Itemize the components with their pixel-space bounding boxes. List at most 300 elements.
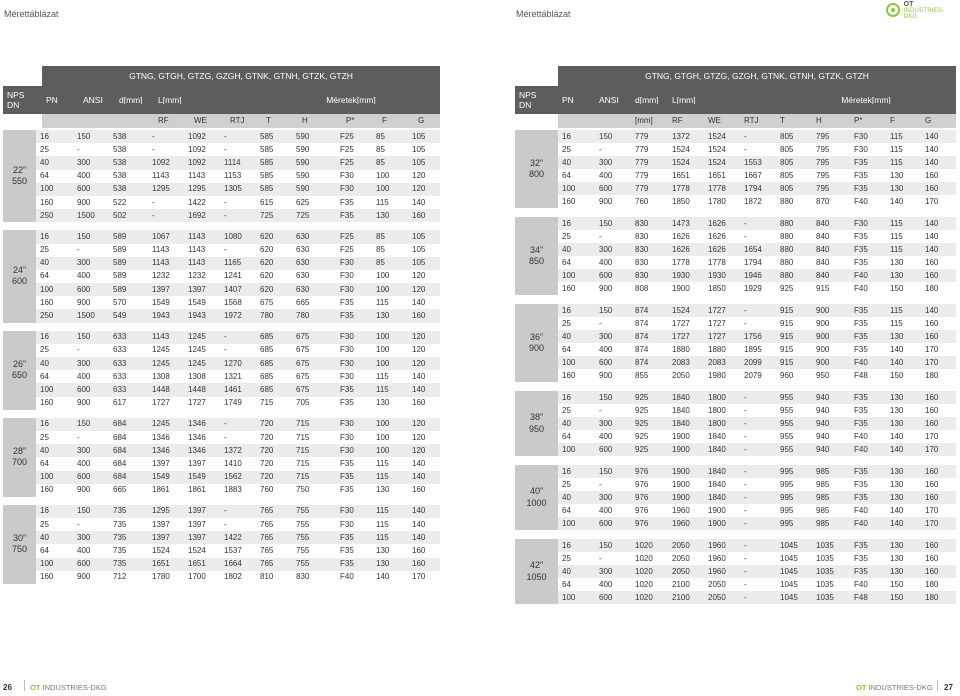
table-cell: 160 — [562, 197, 576, 206]
table-cell: 170 — [925, 445, 939, 454]
table-cell: 140 — [925, 132, 939, 141]
table-cell: 1850 — [672, 197, 690, 206]
header-l: L[mm] — [158, 95, 182, 105]
table-cell: 16 — [562, 467, 571, 476]
table-cell: 100 — [562, 593, 576, 602]
table-cell: 1980 — [708, 371, 726, 380]
table-cell: 1626 — [708, 245, 726, 254]
brand-logo — [886, 0, 956, 20]
table-row — [36, 244, 440, 257]
table-cell: 900 — [599, 371, 613, 380]
table-cell: 1143 — [152, 333, 170, 342]
table-cell: - — [744, 506, 747, 515]
table-cell: 874 — [635, 319, 649, 328]
table-row — [558, 282, 956, 295]
table-cell: 1880 — [672, 345, 690, 354]
table-cell: F40 — [854, 445, 868, 454]
table-cell: 40 — [562, 332, 571, 341]
table-cell: F30 — [340, 333, 354, 342]
table-cell: 100 — [376, 346, 390, 355]
table-cell: 549 — [113, 312, 127, 321]
table-cell: 1651 — [188, 560, 206, 569]
table-cell: 85 — [376, 132, 385, 141]
table-cell: 25 — [562, 554, 571, 563]
table-cell: 765 — [260, 520, 274, 529]
table-cell: 600 — [77, 473, 91, 482]
table-row — [558, 195, 956, 208]
group-label — [515, 391, 558, 456]
table-cell: 100 — [376, 172, 390, 181]
table-cell: 16 — [40, 420, 49, 429]
table-cell: F35 — [854, 245, 868, 254]
table-cell: 1900 — [672, 284, 690, 293]
table-cell: 625 — [296, 198, 310, 207]
subheader-cell: G — [925, 117, 932, 125]
subheader-cell: H — [302, 117, 308, 125]
table-cell: F30 — [340, 346, 354, 355]
table-cell: 250 — [40, 312, 54, 321]
table-cell: 779 — [635, 132, 649, 141]
table-cell: 1549 — [152, 298, 170, 307]
table-row — [36, 143, 440, 156]
table-cell: 620 — [260, 259, 274, 268]
table-cell: 160 — [925, 271, 939, 280]
table-cell: 160 — [925, 419, 939, 428]
table-cell: 160 — [925, 393, 939, 402]
table-cell: 1020 — [635, 593, 653, 602]
group-nps: 32” — [529, 157, 543, 168]
table-cell: 1700 — [188, 573, 206, 582]
table-cell: 1667 — [744, 171, 762, 180]
table-cell: 755 — [296, 520, 310, 529]
table-cell: 1626 — [672, 245, 690, 254]
table-cell: 25 — [40, 145, 49, 154]
table-cell: - — [744, 541, 747, 550]
table-cell: 538 — [113, 158, 127, 167]
table-cell: 400 — [599, 258, 613, 267]
table-row — [558, 578, 956, 591]
table-cell: 840 — [816, 232, 830, 241]
table-cell: 1045 — [780, 580, 798, 589]
table-cell: 130 — [376, 486, 390, 495]
table-cell: 400 — [599, 345, 613, 354]
table-cell: 1308 — [152, 372, 170, 381]
right-size-table — [515, 66, 956, 604]
table-cell: 1840 — [672, 419, 690, 428]
table-cell: 115 — [376, 298, 389, 307]
table-cell: 795 — [816, 132, 830, 141]
table-cell: 1321 — [224, 372, 242, 381]
table-cell: 900 — [816, 332, 830, 341]
table-cell: 630 — [296, 272, 310, 281]
table-cell: 120 — [412, 333, 426, 342]
table-cell: - — [744, 145, 747, 154]
table-cell: - — [744, 132, 747, 141]
table-row — [558, 391, 956, 404]
table-cell: 685 — [260, 385, 274, 394]
table-cell: 160 — [925, 258, 939, 267]
table-cell: 16 — [562, 219, 571, 228]
table-cell: 25 — [562, 480, 571, 489]
table-cell: 685 — [260, 372, 274, 381]
table-cell: 140 — [925, 232, 939, 241]
table-cell: 1020 — [635, 541, 653, 550]
table-cell: F35 — [340, 473, 354, 482]
table-cell: 120 — [412, 285, 426, 294]
table-cell: 633 — [113, 333, 127, 342]
table-cell: 617 — [113, 399, 127, 408]
table-cell: 675 — [296, 385, 310, 394]
table-cell: F30 — [340, 259, 354, 268]
table-cell: F35 — [340, 547, 354, 556]
table-cell: 160 — [412, 486, 426, 495]
table-cell: F30 — [340, 185, 354, 194]
table-cell: 1549 — [152, 473, 170, 482]
table-cell: F40 — [854, 519, 868, 528]
table-cell: 1143 — [188, 246, 206, 255]
table-cell: 1035 — [816, 554, 834, 563]
table-cell: 1664 — [224, 560, 242, 569]
table-cell: 115 — [376, 507, 389, 516]
table-cell: 755 — [296, 547, 310, 556]
table-cell: 1727 — [708, 319, 726, 328]
table-cell: F35 — [854, 467, 868, 476]
table-cell: 1397 — [188, 533, 206, 542]
table-cell: 300 — [77, 158, 91, 167]
table-cell: - — [744, 554, 747, 563]
table-cell: F25 — [340, 158, 354, 167]
table-cell: - — [744, 567, 747, 576]
table-cell: F35 — [854, 493, 868, 502]
table-cell: 25 — [40, 520, 49, 529]
table-cell: 1092 — [152, 158, 170, 167]
table-cell: 130 — [890, 419, 904, 428]
table-cell: - — [224, 507, 227, 516]
group-dn: 550 — [11, 176, 28, 187]
table-cell: 1035 — [816, 580, 834, 589]
right-page-number: 27 — [944, 683, 953, 692]
table-cell: 1045 — [780, 567, 798, 576]
table-cell: 900 — [599, 284, 613, 293]
table-cell: 1626 — [672, 232, 690, 241]
table-cell: 130 — [376, 211, 390, 220]
table-cell: 100 — [562, 358, 576, 367]
table-cell: 985 — [816, 519, 830, 528]
subheader-cell: F — [890, 117, 895, 125]
table-cell: 85 — [376, 158, 385, 167]
table-cell: F35 — [340, 486, 354, 495]
table-row — [36, 183, 440, 196]
table-cell: 600 — [599, 445, 613, 454]
table-cell: F35 — [854, 332, 868, 341]
table-subheader — [558, 114, 956, 128]
table-cell: 2050 — [672, 371, 690, 380]
table-cell: 1946 — [744, 271, 762, 280]
table-row — [558, 230, 956, 243]
table-cell: 779 — [635, 158, 649, 167]
table-cell: 400 — [599, 171, 613, 180]
table-row — [558, 182, 956, 195]
table-row — [36, 309, 440, 322]
table-cell: 180 — [925, 580, 939, 589]
table-cell: 300 — [77, 359, 91, 368]
group-nps: 24” — [12, 265, 26, 276]
table-cell: F35 — [854, 184, 868, 193]
table-subheader — [42, 114, 440, 128]
table-cell: 880 — [780, 232, 794, 241]
table-row — [558, 217, 956, 230]
table-cell: 160 — [40, 399, 54, 408]
table-cell: F30 — [340, 359, 354, 368]
table-cell: 16 — [562, 393, 571, 402]
table-cell: 1165 — [224, 259, 242, 268]
table-cell: 1778 — [708, 258, 726, 267]
group-nps: 30” — [12, 533, 26, 544]
table-cell: F40 — [854, 271, 868, 280]
table-cell: 100 — [40, 185, 54, 194]
table-cell: 105 — [412, 158, 426, 167]
table-row — [36, 531, 440, 544]
table-cell: 1020 — [635, 580, 653, 589]
table-cell: 1651 — [152, 560, 170, 569]
left-footer-brand — [30, 683, 107, 692]
table-cell: - — [224, 333, 227, 342]
table-cell: 130 — [890, 493, 904, 502]
table-cell: - — [744, 219, 747, 228]
table-cell: 115 — [376, 459, 389, 468]
table-cell: 1524 — [152, 547, 170, 556]
table-cell: 1407 — [224, 285, 242, 294]
table-cell: 1524 — [708, 158, 726, 167]
size-group — [3, 230, 440, 322]
table-cell: 779 — [635, 184, 649, 193]
table-row — [558, 504, 956, 517]
table-cell: 170 — [925, 506, 939, 515]
header-pn: PN — [562, 95, 574, 105]
subheader-cell: RTJ — [230, 117, 245, 125]
table-cell: 590 — [296, 145, 310, 154]
table-cell: 40 — [562, 158, 571, 167]
table-row — [558, 491, 956, 504]
table-cell: F35 — [340, 399, 354, 408]
table-cell: 1143 — [188, 259, 206, 268]
table-cell: F30 — [340, 520, 354, 529]
table-cell: 1092 — [188, 145, 206, 154]
table-cell: 150 — [599, 132, 613, 141]
table-cell: 1840 — [672, 393, 690, 402]
group-dn: 700 — [11, 457, 28, 468]
subheader-cell: RF — [672, 117, 683, 125]
table-cell: 1692 — [188, 211, 206, 220]
table-cell: 140 — [890, 445, 904, 454]
table-cell: 1500 — [77, 312, 95, 321]
table-cell: 585 — [260, 158, 274, 167]
table-cell: F48 — [854, 593, 868, 602]
table-row — [558, 156, 956, 169]
table-cell: 160 — [925, 541, 939, 550]
table-cell: 1802 — [224, 573, 242, 582]
table-cell: 300 — [77, 259, 91, 268]
table-cell: 2100 — [672, 580, 690, 589]
table-cell: 1372 — [672, 132, 690, 141]
table-cell: 1245 — [152, 346, 170, 355]
table-cell: 40 — [40, 533, 49, 542]
right-footer-brand-b: INDUSTRIES-DKG — [868, 683, 933, 692]
table-cell: 160 — [925, 467, 939, 476]
table-cell: 115 — [890, 306, 903, 315]
table-cell: 840 — [816, 258, 830, 267]
subheader-cell: G — [418, 117, 425, 125]
table-cell: 589 — [113, 232, 127, 241]
header-nps: NPS — [519, 89, 537, 100]
table-cell: 1422 — [188, 198, 206, 207]
table-cell: 600 — [77, 560, 91, 569]
table-cell: F40 — [854, 580, 868, 589]
table-cell: F40 — [854, 432, 868, 441]
table-cell: 600 — [77, 385, 91, 394]
table-cell: 140 — [412, 520, 426, 529]
group-nps: 42” — [529, 560, 543, 571]
table-cell: 585 — [260, 185, 274, 194]
table-cell: - — [224, 520, 227, 529]
table-cell: F30 — [854, 219, 868, 228]
left-footer-brand-b: INDUSTRIES-DKG — [42, 683, 107, 692]
table-cell: 1524 — [672, 158, 690, 167]
table-cell: F30 — [854, 132, 868, 141]
table-cell: 140 — [890, 506, 904, 515]
table-cell: 1930 — [672, 271, 690, 280]
table-cell: 1900 — [708, 506, 726, 515]
table-row — [558, 478, 956, 491]
header-ansi: ANSI — [599, 95, 619, 105]
table-cell: 140 — [376, 573, 390, 582]
table-cell: 715 — [296, 420, 310, 429]
table-cell: 140 — [890, 358, 904, 367]
table-cell: 160 — [925, 406, 939, 415]
table-cell: 170 — [925, 432, 939, 441]
table-cell: 115 — [890, 245, 903, 254]
table-cell: 1045 — [780, 541, 798, 550]
table-row — [558, 430, 956, 443]
group-label — [515, 304, 558, 382]
header-d: d[mm] — [635, 95, 659, 105]
table-cell: 1943 — [188, 312, 206, 321]
table-cell: 160 — [412, 560, 426, 569]
table-cell: 795 — [816, 145, 830, 154]
table-cell: 1553 — [744, 158, 762, 167]
left-page-title: Mérettáblázat — [4, 9, 59, 19]
table-cell: 105 — [412, 246, 426, 255]
table-cell: 140 — [890, 197, 904, 206]
table-cell: 64 — [40, 272, 49, 281]
table-cell: 780 — [260, 312, 274, 321]
table-cell: 115 — [376, 533, 389, 542]
table-row — [36, 270, 440, 283]
table-cell: 140 — [412, 533, 426, 542]
table-cell: - — [744, 306, 747, 315]
table-cell: 170 — [925, 358, 939, 367]
table-cell: 1929 — [744, 284, 762, 293]
table-cell: 840 — [816, 271, 830, 280]
table-cell: 140 — [412, 459, 426, 468]
table-cell: 100 — [376, 272, 390, 281]
table-cell: 2083 — [672, 358, 690, 367]
table-cell: 1143 — [188, 172, 206, 181]
table-cell: 140 — [890, 519, 904, 528]
table-cell: 150 — [890, 580, 904, 589]
table-cell: 1143 — [152, 259, 170, 268]
table-cell: 40 — [562, 419, 571, 428]
table-cell: - — [224, 211, 227, 220]
subheader-cell: P* — [346, 117, 355, 125]
table-cell: 590 — [296, 185, 310, 194]
table-cell: - — [224, 346, 227, 355]
table-cell: 160 — [40, 486, 54, 495]
table-cell: 600 — [599, 271, 613, 280]
table-cell: 160 — [412, 211, 426, 220]
group-nps: 40” — [529, 486, 543, 497]
table-cell: - — [744, 593, 747, 602]
table-cell: 685 — [260, 346, 274, 355]
table-row — [558, 591, 956, 604]
table-cell: 805 — [780, 145, 794, 154]
table-cell: 150 — [890, 371, 904, 380]
table-cell: 1245 — [188, 333, 206, 342]
table-cell: 1900 — [672, 445, 690, 454]
table-cell: 925 — [635, 393, 649, 402]
table-cell: 160 — [925, 567, 939, 576]
table-cell: 115 — [890, 158, 903, 167]
table-cell: 620 — [260, 272, 274, 281]
table-cell: - — [744, 232, 747, 241]
table-cell: 1448 — [188, 385, 206, 394]
table-row — [558, 243, 956, 256]
table-cell: 735 — [113, 560, 127, 569]
table-row — [36, 257, 440, 270]
subheader-cell: P* — [854, 117, 863, 125]
header-dn: DN — [7, 100, 20, 110]
table-row — [558, 343, 956, 356]
table-cell: 140 — [412, 507, 426, 516]
table-cell: 130 — [890, 567, 904, 576]
table-cell: 590 — [296, 172, 310, 181]
table-cell: 100 — [562, 271, 576, 280]
table-cell: 105 — [412, 259, 426, 268]
table-cell: 915 — [780, 319, 794, 328]
table-cell: 985 — [816, 480, 830, 489]
table-cell: 915 — [780, 332, 794, 341]
table-cell: 1245 — [188, 359, 206, 368]
table-cell: 1749 — [224, 399, 242, 408]
table-cell: 900 — [77, 198, 91, 207]
table-cell: 955 — [780, 445, 794, 454]
table-cell: 600 — [599, 184, 613, 193]
table-cell: - — [744, 319, 747, 328]
table-row — [558, 443, 956, 456]
table-cell: 720 — [260, 459, 274, 468]
table-cell: 633 — [113, 385, 127, 394]
group-dn: 900 — [528, 343, 545, 353]
table-row — [36, 156, 440, 169]
table-cell: 955 — [780, 406, 794, 415]
table-cell: 976 — [635, 493, 649, 502]
table-row — [36, 344, 440, 357]
table-cell: 160 — [925, 493, 939, 502]
table-cell: 633 — [113, 346, 127, 355]
table-cell: - — [599, 145, 602, 154]
table-cell: 40 — [562, 567, 571, 576]
table-cell: 830 — [635, 245, 649, 254]
